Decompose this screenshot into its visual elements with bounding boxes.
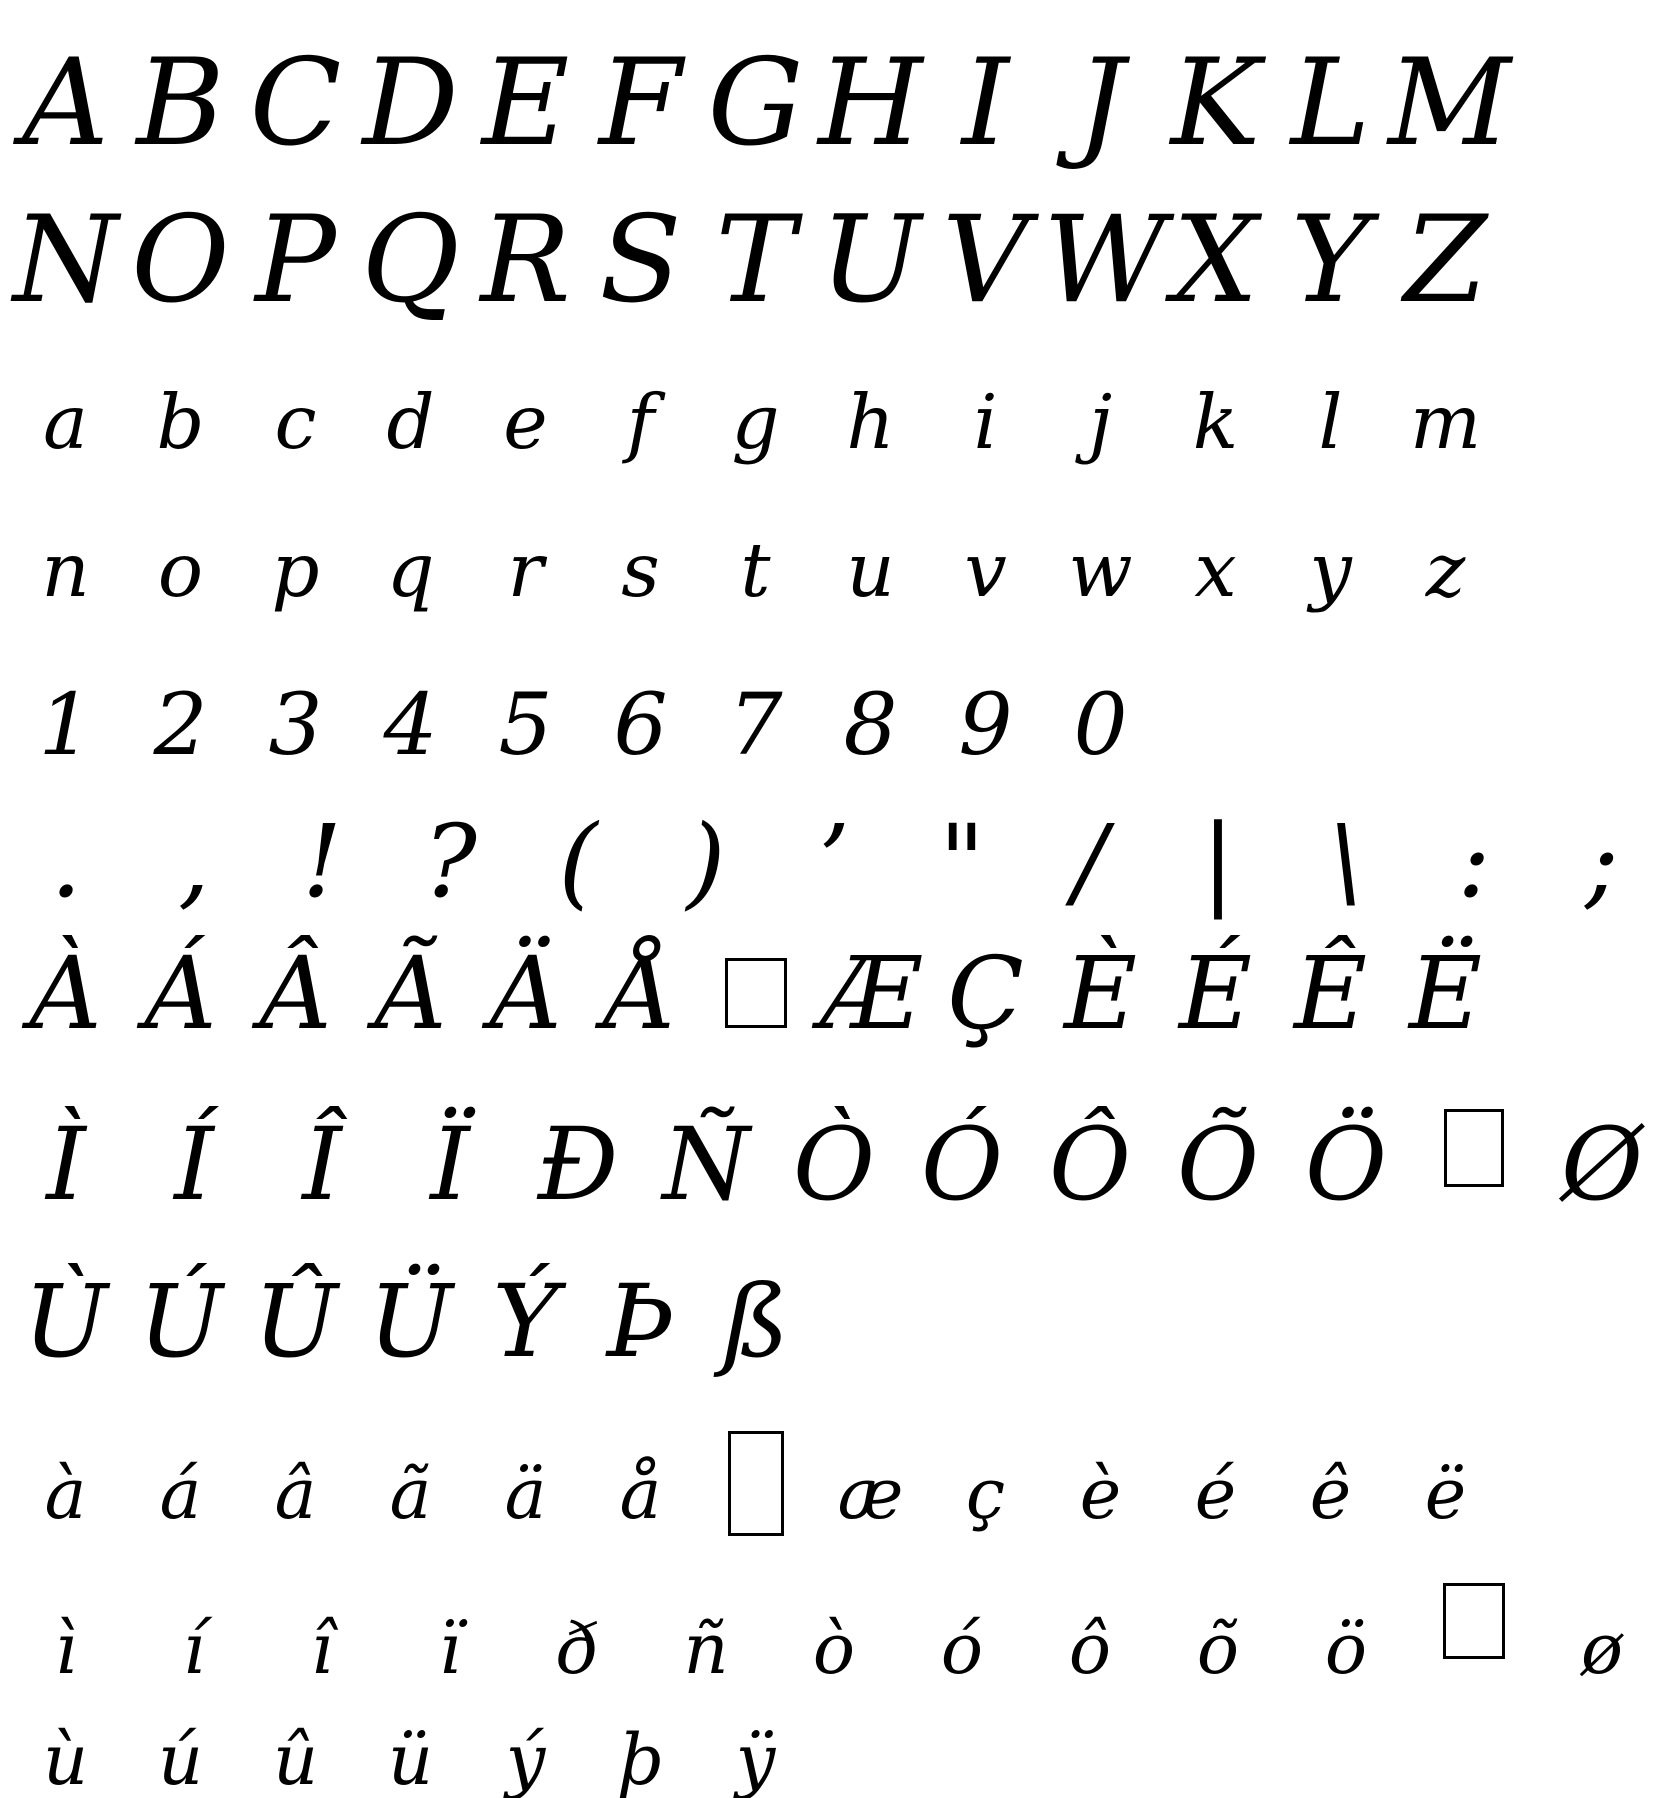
glyph-cell — [353, 1263, 468, 1380]
glyph-cell — [1273, 34, 1388, 173]
glyph-cell — [898, 803, 1026, 920]
glyph: ú — [157, 1719, 204, 1798]
glyph-cell — [238, 526, 353, 614]
glyph-cell — [353, 1453, 468, 1535]
glyph-cell — [238, 676, 353, 775]
glyph: Ð — [537, 1106, 619, 1223]
glyph-cell — [130, 803, 258, 920]
glyph-cell — [468, 34, 583, 173]
glyph-cell — [238, 1453, 353, 1535]
glyph-cell — [1154, 803, 1282, 920]
glyph: 8 — [843, 676, 898, 775]
glyph: D — [362, 34, 459, 173]
glyph-cell — [353, 191, 468, 330]
glyph: : — [1457, 803, 1491, 920]
glyph-cell — [1158, 935, 1273, 1052]
glyph-cell — [1158, 378, 1273, 466]
glyph: õ — [1196, 1608, 1240, 1690]
glyph-cell — [238, 378, 353, 466]
glyph-cell — [813, 34, 928, 173]
glyph-cell — [468, 676, 583, 775]
glyph: Þ — [606, 1263, 675, 1380]
glyph: Ê — [1294, 935, 1367, 1052]
glyph-cell — [1282, 1106, 1410, 1223]
glyph: O — [131, 191, 230, 330]
glyph-cell — [130, 1608, 258, 1690]
glyph-cell — [698, 526, 813, 614]
glyph: 4 — [383, 676, 438, 775]
glyph-cell — [468, 935, 583, 1052]
glyph-cell — [928, 191, 1043, 330]
glyph: C — [249, 34, 342, 173]
glyph: ë — [1424, 1453, 1467, 1535]
glyph: æ — [837, 1453, 904, 1535]
glyph-cell — [8, 676, 123, 775]
glyph-cell — [698, 676, 813, 775]
glyph: ö — [1324, 1608, 1368, 1690]
glyph: t — [740, 526, 771, 614]
glyph: o — [157, 526, 204, 614]
glyph-cell — [1154, 1106, 1282, 1223]
glyph: à — [44, 1453, 87, 1535]
glyph-cell — [583, 191, 698, 330]
glyph-cell — [583, 34, 698, 173]
glyph: ß — [722, 1263, 789, 1380]
glyph: ì — [54, 1608, 78, 1690]
glyph-row-accented-lowercase-3 — [8, 1719, 813, 1798]
glyph: \ — [1329, 803, 1363, 920]
glyph-cell — [698, 34, 813, 173]
glyph-cell — [468, 378, 583, 466]
glyph-cell — [1273, 191, 1388, 330]
glyph-cell — [583, 1719, 698, 1798]
glyph-cell — [8, 1719, 123, 1798]
glyph: b — [156, 378, 205, 466]
glyph: ÿ — [735, 1719, 776, 1798]
missing-glyph-box — [1443, 1583, 1505, 1659]
glyph: u — [846, 526, 895, 614]
glyph: U — [819, 191, 922, 330]
glyph-cell — [1043, 378, 1158, 466]
glyph-cell — [8, 526, 123, 614]
glyph: , — [178, 803, 210, 920]
glyph: Î — [302, 1106, 342, 1223]
glyph-cell — [1410, 803, 1538, 920]
glyph-cell — [468, 1719, 583, 1798]
glyph: N — [13, 191, 118, 330]
glyph: 7 — [728, 676, 783, 775]
glyph-cell — [238, 191, 353, 330]
glyph: l — [1318, 378, 1343, 466]
glyph: Ä — [489, 935, 562, 1052]
glyph: ï — [438, 1608, 462, 1690]
glyph-cell — [1410, 1583, 1538, 1684]
glyph-cell — [258, 803, 386, 920]
glyph: ? — [423, 803, 477, 920]
glyph-cell — [238, 935, 353, 1052]
glyph-row-accented-uppercase-2 — [2, 1106, 1666, 1223]
glyph-cell — [1273, 526, 1388, 614]
glyph-cell — [770, 803, 898, 920]
glyph-cell — [1158, 526, 1273, 614]
glyph-cell — [1388, 191, 1503, 330]
glyph-cell — [642, 1106, 770, 1223]
glyph-cell — [123, 935, 238, 1052]
glyph-cell — [353, 34, 468, 173]
glyph: Ç — [947, 935, 1024, 1052]
glyph-cell — [928, 34, 1043, 173]
glyph: V — [942, 191, 1029, 330]
glyph-cell — [1158, 1453, 1273, 1535]
glyph-cell — [8, 1453, 123, 1535]
glyph-cell — [238, 34, 353, 173]
glyph-row-accented-uppercase-1 — [8, 935, 1503, 1052]
glyph-cell — [583, 935, 698, 1052]
glyph: v — [964, 526, 1007, 614]
glyph: ) — [686, 803, 726, 920]
glyph: e — [503, 378, 548, 466]
glyph: á — [159, 1453, 202, 1535]
glyph: Ü — [368, 1263, 453, 1380]
glyph-cell — [123, 34, 238, 173]
glyph-cell — [514, 1106, 642, 1223]
glyph-cell — [386, 803, 514, 920]
glyph: m — [1409, 378, 1482, 466]
glyph: K — [1170, 34, 1261, 173]
glyph-cell — [642, 803, 770, 920]
glyph: X — [1172, 191, 1259, 330]
glyph-cell — [353, 378, 468, 466]
glyph: q — [386, 526, 435, 614]
glyph-cell — [813, 378, 928, 466]
glyph-cell — [1388, 34, 1511, 173]
glyph: T — [715, 191, 796, 330]
glyph: 5 — [498, 676, 553, 775]
glyph-cell — [1410, 1109, 1538, 1215]
glyph: Ø — [1561, 1106, 1643, 1223]
glyph: . — [50, 803, 82, 920]
glyph-cell — [8, 34, 123, 173]
glyph: ý — [505, 1719, 546, 1798]
glyph-cell — [468, 1453, 583, 1535]
glyph: / — [1073, 803, 1107, 920]
glyph-cell — [928, 378, 1043, 466]
glyph: è — [1079, 1453, 1122, 1535]
glyph-cell — [1026, 1106, 1154, 1223]
glyph-row-accented-lowercase-2 — [2, 1583, 1666, 1690]
glyph-cell — [698, 1263, 813, 1380]
glyph-cell — [698, 191, 813, 330]
glyph-row-punctuation — [2, 803, 1666, 920]
glyph-cell — [1388, 935, 1503, 1052]
glyph-cell — [813, 526, 928, 614]
glyph-cell — [1388, 526, 1503, 614]
glyph: d — [386, 378, 435, 466]
glyph-cell — [468, 1263, 583, 1380]
glyph-row-uppercase-a-m — [8, 34, 1511, 173]
glyph: z — [1425, 526, 1466, 614]
glyph-cell — [1273, 1453, 1388, 1535]
glyph: Z — [1403, 191, 1488, 330]
glyph-cell — [1273, 935, 1388, 1052]
glyph-cell — [2, 1608, 130, 1690]
missing-glyph-box — [725, 958, 787, 1028]
glyph-cell — [1158, 191, 1273, 330]
glyph: 2 — [153, 676, 208, 775]
glyph: Â — [259, 935, 332, 1052]
glyph: ó — [940, 1608, 984, 1690]
glyph: ø — [1580, 1608, 1624, 1690]
glyph-cell — [123, 1453, 238, 1535]
glyph: Ô — [1049, 1106, 1131, 1223]
glyph-cell — [583, 676, 698, 775]
glyph: ñ — [683, 1608, 729, 1690]
glyph: ê — [1309, 1453, 1352, 1535]
glyph: s — [621, 526, 660, 614]
glyph-cell — [258, 1608, 386, 1690]
glyph-row-lowercase-a-m — [8, 378, 1503, 466]
glyph-cell — [123, 1719, 238, 1798]
glyph-cell — [1538, 1608, 1666, 1690]
glyph-cell — [1388, 378, 1503, 466]
glyph: ü — [387, 1719, 434, 1798]
glyph-cell — [2, 803, 130, 920]
glyph: ’ — [818, 803, 850, 920]
glyph: I — [961, 34, 1010, 173]
glyph: Ú — [138, 1263, 223, 1380]
glyph: Á — [144, 935, 217, 1052]
glyph: þ — [618, 1719, 663, 1798]
glyph: p — [271, 526, 320, 614]
glyph-cell — [1043, 1453, 1158, 1535]
glyph-cell — [1282, 1608, 1410, 1690]
glyph: 3 — [268, 676, 323, 775]
glyph-cell — [813, 191, 928, 330]
glyph: 1 — [38, 676, 93, 775]
glyph-cell — [386, 1608, 514, 1690]
glyph-cell — [514, 1608, 642, 1690]
missing-glyph-box — [1444, 1109, 1504, 1187]
glyph-cell — [353, 1719, 468, 1798]
glyph: Ý — [492, 1263, 559, 1380]
glyph: h — [846, 378, 895, 466]
glyph: â — [274, 1453, 317, 1535]
glyph: k — [1192, 378, 1239, 466]
glyph: 9 — [958, 676, 1013, 775]
glyph-cell — [468, 191, 583, 330]
glyph: ç — [965, 1453, 1006, 1535]
glyph: Æ — [820, 935, 921, 1052]
glyph: À — [29, 935, 102, 1052]
glyph: " — [939, 803, 985, 920]
glyph: ; — [1585, 803, 1619, 920]
glyph: E — [481, 34, 570, 173]
glyph: 6 — [613, 676, 668, 775]
glyph: G — [707, 34, 804, 173]
glyph: x — [1194, 526, 1237, 614]
glyph: B — [136, 34, 225, 173]
glyph-cell — [1154, 1608, 1282, 1690]
glyph-cell — [2, 1106, 130, 1223]
glyph-cell — [1043, 526, 1158, 614]
glyph-cell — [1043, 935, 1158, 1052]
glyph: A — [22, 34, 109, 173]
glyph-cell — [1043, 191, 1167, 330]
glyph: Ã — [374, 935, 447, 1052]
glyph-cell — [1043, 676, 1158, 775]
glyph: é — [1194, 1453, 1237, 1535]
glyph: Û — [253, 1263, 338, 1380]
glyph: n — [41, 526, 90, 614]
glyph-cell — [770, 1106, 898, 1223]
glyph-cell — [583, 1263, 698, 1380]
glyph: É — [1179, 935, 1252, 1052]
glyph: Ò — [793, 1106, 875, 1223]
glyph: 0 — [1073, 676, 1128, 775]
glyph-row-accented-lowercase-1 — [8, 1431, 1503, 1536]
glyph: L — [1290, 34, 1371, 173]
glyph-cell — [813, 935, 928, 1052]
glyph: Y — [1290, 191, 1371, 330]
glyph-cell — [698, 944, 813, 1044]
missing-glyph-box — [728, 1431, 784, 1536]
glyph-cell — [642, 1608, 770, 1690]
glyph: c — [274, 378, 317, 466]
glyph-cell — [770, 1608, 898, 1690]
glyph: å — [619, 1453, 662, 1535]
glyph-row-lowercase-n-z — [8, 526, 1503, 614]
glyph: ð — [556, 1608, 600, 1690]
glyph-row-uppercase-n-z — [8, 191, 1503, 330]
glyph-cell — [898, 1608, 1026, 1690]
glyph-cell — [1538, 803, 1666, 920]
glyph: û — [272, 1719, 319, 1798]
glyph: F — [598, 34, 683, 173]
glyph: Õ — [1177, 1106, 1259, 1223]
glyph-cell — [813, 676, 928, 775]
glyph-cell — [353, 526, 468, 614]
glyph-cell — [8, 1263, 123, 1380]
glyph-cell — [123, 378, 238, 466]
glyph-row-accented-uppercase-3 — [8, 1263, 813, 1380]
glyph: ä — [504, 1453, 547, 1535]
glyph-cell — [514, 803, 642, 920]
glyph-cell — [8, 378, 123, 466]
glyph-cell — [928, 935, 1043, 1052]
glyph: Ó — [921, 1106, 1003, 1223]
glyph-cell — [928, 1453, 1043, 1535]
glyph: ã — [389, 1453, 432, 1535]
glyph-cell — [813, 1453, 928, 1535]
glyph: Q — [361, 191, 460, 330]
glyph: y — [1309, 526, 1352, 614]
glyph: r — [507, 526, 544, 614]
glyph: J — [1076, 34, 1125, 173]
glyph: a — [43, 378, 88, 466]
glyph-cell — [8, 191, 123, 330]
glyph-cell — [898, 1106, 1026, 1223]
glyph: í — [182, 1608, 206, 1690]
glyph: ô — [1068, 1608, 1112, 1690]
glyph: ò — [812, 1608, 856, 1690]
glyph-cell — [583, 1453, 698, 1535]
glyph-cell — [238, 1263, 353, 1380]
glyph-cell — [1273, 378, 1388, 466]
glyph: S — [599, 191, 682, 330]
glyph-cell — [468, 526, 583, 614]
glyph-cell — [1026, 803, 1154, 920]
glyph: Ë — [1409, 935, 1482, 1052]
glyph: M — [1388, 34, 1511, 173]
glyph-cell — [1538, 1106, 1666, 1223]
glyph: Ñ — [662, 1106, 750, 1223]
glyph-cell — [123, 526, 238, 614]
glyph-cell — [1282, 803, 1410, 920]
glyph-cell — [123, 1263, 238, 1380]
glyph-cell — [928, 526, 1043, 614]
glyph: Ì — [46, 1106, 86, 1223]
glyph: P — [255, 191, 336, 330]
glyph: W — [1043, 191, 1167, 330]
glyph: ( — [558, 803, 598, 920]
glyph: i — [973, 378, 998, 466]
glyph-cell — [583, 526, 698, 614]
glyph-row-digits — [8, 676, 1158, 775]
glyph: ù — [42, 1719, 89, 1798]
glyph-cell — [8, 935, 123, 1052]
glyph-cell — [928, 676, 1043, 775]
glyph-cell — [583, 378, 698, 466]
glyph-cell — [130, 1106, 258, 1223]
glyph: w — [1068, 526, 1133, 614]
glyph: È — [1064, 935, 1137, 1052]
glyph: î — [310, 1608, 334, 1690]
glyph: R — [480, 191, 571, 330]
glyph-cell — [353, 935, 468, 1052]
glyph-cell — [258, 1106, 386, 1223]
glyph-cell — [698, 1719, 813, 1798]
glyph-cell — [353, 676, 468, 775]
glyph-cell — [1026, 1608, 1154, 1690]
glyph: ! — [301, 803, 343, 920]
glyph: Å — [604, 935, 677, 1052]
glyph: Í — [174, 1106, 214, 1223]
glyph-cell — [1158, 34, 1273, 173]
glyph: j — [1088, 378, 1113, 466]
glyph: Ö — [1305, 1106, 1387, 1223]
glyph-cell — [386, 1106, 514, 1223]
glyph: H — [818, 34, 923, 173]
glyph-cell — [698, 1431, 813, 1536]
glyph: f — [626, 378, 655, 466]
glyph-cell — [123, 676, 238, 775]
glyph: g — [731, 378, 780, 466]
glyph: Ù — [23, 1263, 108, 1380]
glyph-cell — [238, 1719, 353, 1798]
glyph-cell — [1388, 1453, 1503, 1535]
glyph-cell — [123, 191, 238, 330]
glyph: | — [1201, 803, 1235, 920]
glyph-cell — [698, 378, 813, 466]
glyph: Ï — [430, 1106, 470, 1223]
glyph-cell — [1043, 34, 1158, 173]
